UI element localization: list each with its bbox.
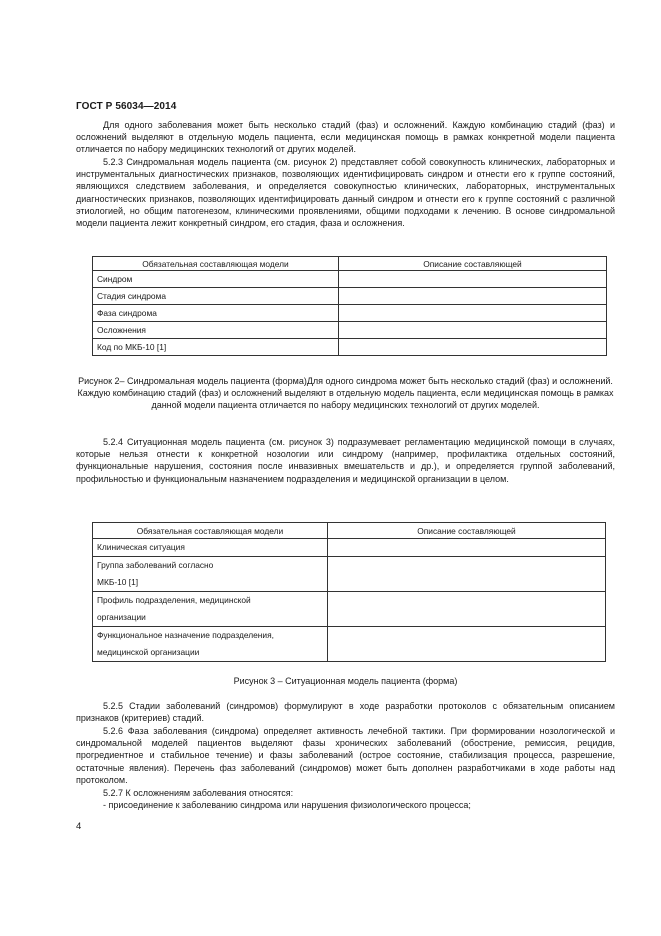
table-cell-empty <box>328 539 606 557</box>
table-cell-empty <box>339 271 607 288</box>
table-cell-empty <box>328 557 606 592</box>
table-row <box>93 539 606 557</box>
paragraph-5-2-4: 5.2.4 Ситуационная модель пациента (см. рисунок 3) подразумевает регламентацию медицинской помощи в случаях, которые нельзя отнести к конкретной нозологии или синдрому (например, профилактика отдельных состояний, функциональные нарушения, состояния после инвазивных вмешательств и др.), и определяется группой заболеваний, профильностью и функциональным назначением подразделения и медицинской организации в целом. <box>76 437 615 484</box>
table-row <box>93 288 607 305</box>
paragraph-5-2-3: 5.2.3 Синдромальная модель пациента (см. рисунок 2) представляет собой совокупность клинических, лабораторных и инструментальных диагностических признаков, позволяющих идентифицировать синдром и отнести его к группе состояний, являющихся следствием заболевания, и определяется совокупностью клинических, лабораторных, инструментальных диагностических признаков, позволяющих идентифицировать данный синдром и отнести его к группе состояний с различной этиологией, но общим патогенезом, клиническими проявлениями, общими подходами к лечению. В основе синдромальной модели пациента лежит конкретный синдром, его стадия, фаза и осложнения. <box>76 157 615 229</box>
table-cell <box>93 557 328 592</box>
table-row <box>93 627 606 662</box>
situational-model-table <box>92 522 606 662</box>
table-row <box>93 305 607 322</box>
table-cell: Осложнения <box>93 322 339 339</box>
table-cell-empty <box>339 305 607 322</box>
table-cell: Фаза синдрома <box>93 305 339 322</box>
column-header: Обязательная составляющая модели <box>93 257 339 271</box>
table-cell: Стадия синдрома <box>93 288 339 305</box>
paragraph-5-2-5: 5.2.5 Стадии заболеваний (синдромов) формулируют в ходе разработки протоколов с обязательным описанием признаков (критериев) стадий. <box>76 701 615 724</box>
table-cell-empty <box>339 322 607 339</box>
table-cell: Синдром <box>93 271 339 288</box>
cell-line: МКБ-10 [1] <box>97 577 139 587</box>
table-row <box>93 557 606 592</box>
table-cell-empty <box>328 627 606 662</box>
table-cell <box>93 627 328 662</box>
paragraph-stages-intro: Для одного заболевания может быть несколько стадий (фаз) и осложнений. Каждую комбинацию стадий (фаз) и осложнений выделяют в отдельную модель пациента, если медицинская помощь в рамках конкретной модели пациента отличается по набору медицинских технологий от других моделей. <box>76 120 615 155</box>
list-item: - присоединение к заболеванию синдрома или нарушения физиологического процесса; <box>103 800 471 810</box>
syndrome-model-table <box>92 256 607 356</box>
table-row <box>93 339 607 356</box>
table-row <box>93 271 607 288</box>
column-header: Обязательная составляющая модели <box>93 523 328 539</box>
table-header-row <box>93 523 606 539</box>
column-header: Описание составляющей <box>339 257 607 271</box>
page-number: 4 <box>76 821 82 832</box>
cell-line: Клиническая ситуация <box>97 542 185 552</box>
cell-line: медицинской организации <box>97 647 200 657</box>
figure-2-caption: Рисунок 2– Синдромальная модель пациента (форма)Для одного синдрома может быть несколько стадий (фаз) и осложнений. Каждую комбинацию стадий (фаз) и осложнений выделяют в отдельную модель пациента, если медицинская помощь в рамках данной модели пациента отличается по набору медицинских технологий от других моделей. <box>77 376 614 411</box>
table-row <box>93 592 606 627</box>
paragraph-5-2-7: 5.2.7 К осложнениям заболевания относятся: <box>103 788 294 798</box>
cell-line: Функциональное назначение подразделения, <box>97 630 274 640</box>
cell-line: организации <box>97 612 146 622</box>
paragraph-5-2-6: 5.2.6 Фаза заболевания (синдрома) определяет активность лечебной тактики. При формировании нозологической и синдромальной моделей пациентов выделяют фазы хронических заболеваний (обострение, ремиссия, рецидив, прогредиентное и стабильное течение) и фазы заболеваний (острое состояние, стабилизация процесса, разрешение, остаточные явления). Перечень фаз заболеваний (синдромов) может быть дополнен разработчиками в ходе работы над протоколом. <box>76 726 615 785</box>
table-cell: Код по МКБ-10 [1] <box>93 339 339 356</box>
table-cell-empty <box>328 592 606 627</box>
column-header: Описание составляющей <box>328 523 606 539</box>
cell-line: Профиль подразделения, медицинской <box>97 595 251 605</box>
table-cell <box>93 592 328 627</box>
table-cell-empty <box>339 288 607 305</box>
figure-3-caption: Рисунок 3 – Ситуационная модель пациента (форма) <box>233 676 458 686</box>
table-cell <box>93 539 328 557</box>
cell-line: Группа заболеваний согласно <box>97 560 214 570</box>
table-row <box>93 322 607 339</box>
table-cell-empty <box>339 339 607 356</box>
document-header: ГОСТ Р 56034—2014 <box>76 101 177 112</box>
table-header-row <box>93 257 607 271</box>
